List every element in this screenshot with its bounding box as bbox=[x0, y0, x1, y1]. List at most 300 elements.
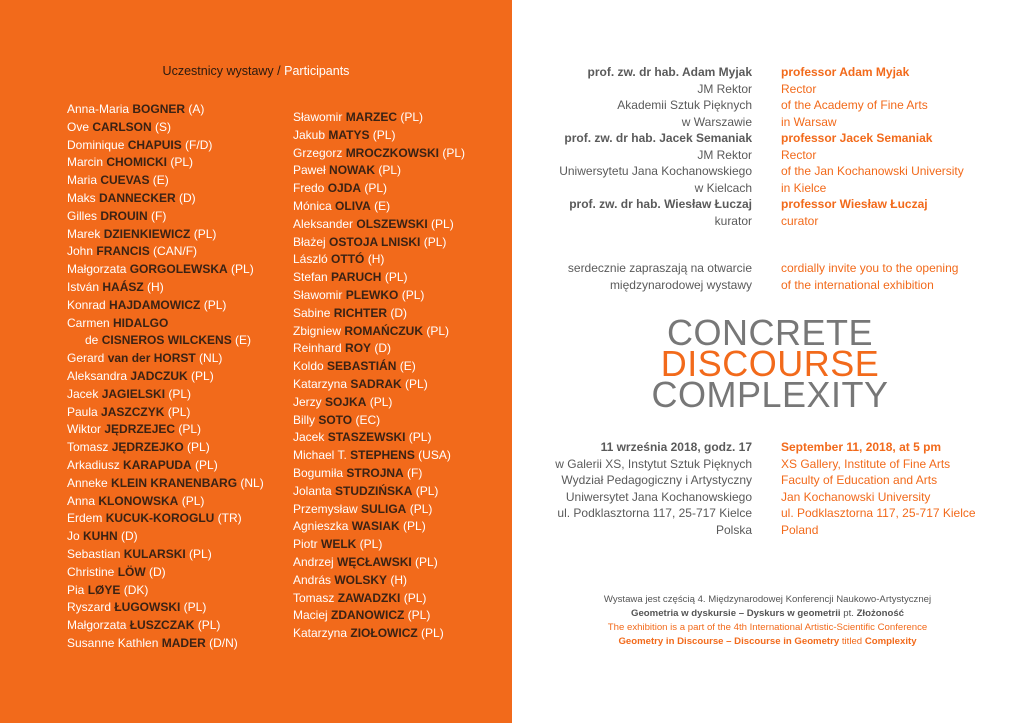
host-line: Uniwersytetu Jana Kochanowskiego bbox=[559, 164, 752, 178]
participant-country: (H) bbox=[364, 252, 385, 267]
participant-first-name: Katarzyna bbox=[293, 626, 351, 641]
participant-first-name: Małgorzata bbox=[67, 262, 130, 277]
participant-row bbox=[293, 447, 465, 465]
participant-last-name: PLEWKO bbox=[345, 287, 399, 302]
participant-row bbox=[293, 109, 465, 127]
host-line: Rector bbox=[781, 81, 817, 96]
participant-country: (E) bbox=[149, 173, 169, 188]
invite-line: międzynarodowej wystawy bbox=[609, 277, 752, 292]
participant-country: (EC) bbox=[352, 412, 381, 427]
participant-last-name: MATYS bbox=[328, 127, 370, 142]
participant-last-name: SEBASTIÁN bbox=[327, 359, 397, 374]
participant-first-name: Agnieszka bbox=[293, 519, 352, 534]
participant-row bbox=[293, 127, 465, 145]
participant-country: (PL) bbox=[427, 216, 454, 231]
participant-country: (PL) bbox=[405, 430, 432, 445]
participant-country: (F) bbox=[403, 465, 423, 480]
participant-last-name: ŁUGOWSKI bbox=[114, 600, 181, 615]
participant-row bbox=[293, 162, 465, 180]
venue-line: Jan Kochanowski University bbox=[781, 489, 931, 504]
host-line: prof. zw. dr hab. Jacek Semaniak bbox=[564, 131, 752, 145]
participant-country: (A) bbox=[185, 102, 205, 116]
participant-row bbox=[67, 564, 264, 582]
participant-country: (PL) bbox=[381, 270, 408, 285]
participant-last-name: ZDANOWICZ bbox=[331, 608, 405, 623]
participant-first-name: Sławomir bbox=[293, 287, 346, 302]
participant-last-name: STEPHENS bbox=[350, 448, 415, 463]
participant-country: (PL) bbox=[397, 110, 424, 124]
participant-row bbox=[293, 607, 465, 625]
venue-line: Poland bbox=[781, 522, 819, 537]
host-line: professor Wiesław Łuczaj bbox=[781, 197, 928, 211]
participant-last-name: MADER bbox=[161, 635, 206, 650]
venue-line: Polska bbox=[715, 522, 752, 537]
participant-first-name: Pia bbox=[67, 582, 88, 597]
host-line: in Warsaw bbox=[781, 114, 837, 129]
participant-first-name: Reinhard bbox=[293, 341, 346, 356]
participant-first-name: Susanne Kathlen bbox=[67, 635, 162, 650]
participant-row bbox=[293, 234, 465, 252]
participant-row bbox=[293, 536, 465, 554]
participant-first-name: Erdem bbox=[67, 511, 106, 526]
participant-country: (PL) bbox=[164, 404, 191, 419]
participant-last-name: DROUIN bbox=[100, 208, 148, 223]
venue-line: Wydział Pedagogiczny i Artystyczny bbox=[561, 473, 752, 487]
participant-row bbox=[67, 582, 264, 600]
participant-row bbox=[293, 590, 465, 608]
participant-country: (PL) bbox=[185, 546, 212, 561]
participant-first-name: Andrzej bbox=[293, 554, 338, 569]
participant-first-name: Maks bbox=[67, 190, 100, 205]
participant-last-name: KLONOWSKA bbox=[98, 493, 179, 508]
participant-country: (PL) bbox=[411, 554, 438, 569]
participant-last-name: HAÁSZ bbox=[102, 279, 144, 294]
participant-first-name: Anna bbox=[67, 493, 99, 508]
invite-line: cordially invite you to the opening bbox=[781, 261, 959, 275]
participant-first-name: Paweł bbox=[293, 163, 330, 178]
participant-row bbox=[67, 475, 264, 493]
participant-country: (PL) bbox=[178, 493, 205, 508]
participant-row bbox=[293, 216, 465, 234]
participant-last-name: RICHTER bbox=[333, 305, 388, 320]
participant-first-name: Maria bbox=[67, 173, 101, 188]
participant-country: (E) bbox=[370, 198, 391, 213]
participant-row bbox=[293, 465, 465, 483]
participant-row bbox=[293, 269, 465, 287]
participant-row bbox=[67, 599, 264, 617]
participant-row bbox=[67, 226, 264, 244]
participant-row bbox=[67, 119, 264, 137]
participant-last-name: WASIAK bbox=[351, 519, 400, 534]
participant-row bbox=[293, 358, 465, 376]
participant-row bbox=[67, 350, 264, 368]
participant-country: (PL) bbox=[165, 386, 192, 401]
participant-first-name: Grzegorz bbox=[293, 145, 346, 160]
participant-row bbox=[67, 457, 264, 475]
footer-pl-line2 bbox=[512, 607, 1023, 621]
participant-country: (PL) bbox=[167, 155, 194, 170]
participant-country: (PL) bbox=[227, 262, 254, 277]
participant-row bbox=[67, 190, 264, 208]
participant-last-name: CISNEROS WILCKENS bbox=[101, 333, 232, 348]
participant-first-name: Sebastian bbox=[67, 546, 124, 561]
participant-row bbox=[293, 340, 465, 358]
participant-first-name: András bbox=[293, 572, 335, 587]
participant-row bbox=[67, 386, 264, 404]
participant-last-name: SULIGA bbox=[361, 501, 407, 516]
host-line: of the Jan Kochanowski University bbox=[781, 164, 964, 178]
participant-last-name: JĘDRZEJKO bbox=[111, 440, 184, 455]
participant-country: (D) bbox=[387, 305, 408, 320]
participant-first-name: Jerzy bbox=[293, 394, 326, 409]
participant-row bbox=[293, 625, 465, 643]
participant-last-name: OLIVA bbox=[335, 198, 371, 213]
participant-country: (S) bbox=[151, 119, 172, 134]
participant-first-name: Konrad bbox=[67, 297, 110, 312]
participant-last-name: ROY bbox=[345, 341, 372, 356]
participant-row bbox=[67, 332, 264, 350]
participant-first-name: Małgorzata bbox=[67, 618, 130, 633]
participant-country: (D) bbox=[175, 190, 196, 205]
participant-country: (NL) bbox=[195, 351, 223, 366]
participant-country: (PL) bbox=[399, 519, 426, 534]
participant-country: (PL) bbox=[404, 608, 431, 623]
participant-last-name: CUEVAS bbox=[100, 173, 150, 188]
participant-first-name: Jolanta bbox=[293, 483, 336, 498]
participant-row bbox=[293, 251, 465, 269]
venue-line: September 11, 2018, at 5 pm bbox=[781, 440, 942, 454]
participant-country: (F) bbox=[147, 208, 167, 223]
participant-first-name: Christine bbox=[67, 564, 118, 579]
participant-country: (PL) bbox=[369, 127, 396, 142]
title-concrete: CONCRETE bbox=[666, 312, 873, 353]
participant-row bbox=[293, 323, 465, 341]
participant-row bbox=[67, 137, 264, 155]
participant-last-name: WĘCŁAWSKI bbox=[337, 554, 412, 569]
participant-row bbox=[293, 287, 465, 305]
host-line: prof. zw. dr hab. Adam Myjak bbox=[587, 65, 752, 79]
participant-row bbox=[293, 483, 465, 501]
participant-row bbox=[293, 305, 465, 323]
participant-row bbox=[67, 493, 264, 511]
participant-row bbox=[293, 394, 465, 412]
participant-first-name: Przemysław bbox=[293, 501, 362, 516]
venue-line: Faculty of Education and Arts bbox=[781, 473, 938, 487]
participant-country: (D/N) bbox=[205, 635, 238, 650]
participant-row bbox=[67, 439, 264, 457]
participant-last-name: JĘDRZEJEC bbox=[104, 422, 176, 437]
participant-last-name: FRANCIS bbox=[96, 244, 150, 259]
participant-first-name: Maciej bbox=[293, 608, 332, 623]
participant-first-name: Jakub bbox=[293, 127, 329, 142]
participant-country: (CAN/F) bbox=[149, 244, 198, 259]
participant-country: (NL) bbox=[237, 475, 264, 490]
host-line: professor Jacek Semaniak bbox=[781, 131, 933, 145]
participant-last-name: SOTO bbox=[318, 412, 353, 427]
participant-last-name: STUDZIŃSKA bbox=[335, 483, 413, 498]
invite-pl bbox=[568, 260, 752, 293]
participants-heading-pl: Uczestnicy wystawy / bbox=[162, 64, 281, 78]
participant-last-name: DANNECKER bbox=[99, 190, 176, 205]
participant-row bbox=[67, 154, 264, 172]
participant-row bbox=[67, 421, 264, 439]
participant-last-name: van der HORST bbox=[107, 351, 196, 366]
participant-first-name: Jacek bbox=[293, 430, 328, 445]
participant-last-name: CHAPUIS bbox=[127, 137, 182, 152]
footer-en-line1: The exhibition is a part of the 4th International Artistic-Scientific Conference bbox=[607, 622, 928, 633]
host-line: prof. zw. dr hab. Wiesław Łuczaj bbox=[569, 197, 752, 211]
participant-country: (PL) bbox=[356, 537, 383, 552]
participant-first-name: John bbox=[67, 244, 97, 259]
venue-line: ul. Podklasztorna 117, 25-717 Kielce bbox=[557, 506, 752, 520]
participant-last-name: KUHN bbox=[83, 529, 118, 544]
participant-first-name: Jo bbox=[67, 529, 84, 544]
participant-country: (PL) bbox=[180, 600, 207, 615]
participant-last-name: ZAWADZKI bbox=[337, 590, 401, 605]
participant-country: (PL) bbox=[375, 163, 402, 178]
participant-first-name: Gerard bbox=[67, 351, 108, 366]
venue-line: ul. Podklasztorna 117, 25-717 Kielce bbox=[781, 506, 976, 520]
participant-first-name: Arkadiusz bbox=[67, 457, 124, 472]
footer-note bbox=[512, 593, 1023, 649]
participant-country: (PL) bbox=[190, 226, 217, 241]
participant-last-name: SOJKA bbox=[325, 394, 367, 409]
venue-line: Uniwersytet Jana Kochanowskiego bbox=[565, 489, 752, 504]
host-line: professor Adam Myjak bbox=[781, 65, 910, 79]
participant-country: (PL) bbox=[183, 440, 210, 455]
participant-last-name: NOWAK bbox=[329, 163, 376, 178]
venue-line: w Galerii XS, Instytut Sztuk Pięknych bbox=[555, 456, 752, 471]
participant-row bbox=[293, 412, 465, 430]
host-line: Rector bbox=[781, 147, 817, 162]
participant-first-name: Fredo bbox=[293, 181, 328, 196]
participant-last-name: SADRAK bbox=[350, 376, 402, 391]
participants-heading bbox=[0, 64, 512, 78]
participant-country: (PL) bbox=[439, 145, 466, 160]
participant-first-name: Tomasz bbox=[293, 590, 338, 605]
venue-line: XS Gallery, Institute of Fine Arts bbox=[781, 456, 951, 471]
participant-row bbox=[293, 518, 465, 536]
participant-first-name: Anneke bbox=[67, 475, 112, 490]
participant-last-name: CARLSON bbox=[92, 119, 152, 134]
host-line: w Warszawie bbox=[681, 114, 752, 129]
participant-first-name: Billy bbox=[293, 412, 319, 427]
participant-last-name: HIDALGO bbox=[113, 315, 169, 330]
participant-last-name: ROMAŃCZUK bbox=[344, 323, 424, 338]
participant-country: (PL) bbox=[406, 501, 433, 516]
participant-last-name: JASZCZYK bbox=[101, 404, 165, 419]
participant-last-name: OJDA bbox=[327, 181, 362, 196]
participant-first-name: László bbox=[293, 252, 332, 267]
participant-last-name: KLEIN KRANENBARG bbox=[111, 475, 238, 490]
participant-first-name: Wiktor bbox=[67, 422, 105, 437]
participant-country: (F/D) bbox=[181, 137, 213, 152]
participant-country: (DK) bbox=[120, 582, 149, 597]
participant-row bbox=[67, 510, 264, 528]
participant-country: (H) bbox=[143, 279, 164, 294]
participant-first-name: Bogumiła bbox=[293, 465, 347, 480]
participant-last-name: STASZEWSKI bbox=[327, 430, 406, 445]
participant-row bbox=[67, 297, 264, 315]
participant-last-name: BOGNER bbox=[132, 102, 186, 116]
host-line: JM Rektor bbox=[697, 147, 752, 162]
participant-first-name: Mónica bbox=[293, 198, 336, 213]
participant-row bbox=[293, 145, 465, 163]
participant-last-name: OLSZEWSKI bbox=[356, 216, 428, 231]
participant-last-name: KARAPUDA bbox=[123, 457, 192, 472]
participant-last-name: LØYE bbox=[87, 582, 121, 597]
participant-country: (H) bbox=[387, 572, 408, 587]
participant-row bbox=[67, 208, 264, 226]
participant-last-name: OSTOJA LNISKI bbox=[329, 234, 421, 249]
participant-first-name: Ryszard bbox=[67, 600, 115, 615]
participant-first-name: Marek bbox=[67, 226, 104, 241]
footer-en-conf-title: Geometry in Discourse – Discourse in Geometry bbox=[618, 636, 840, 647]
participant-first-name: Gilles bbox=[67, 208, 101, 223]
participant-first-name: Carmen bbox=[67, 315, 114, 330]
participant-country: (D) bbox=[145, 564, 166, 579]
participant-first-name: Stefan bbox=[293, 270, 332, 285]
participant-last-name: LÖW bbox=[117, 564, 146, 579]
participant-country: (PL) bbox=[175, 422, 202, 437]
participant-country: (PL) bbox=[412, 483, 439, 498]
participant-country: (PL) bbox=[400, 590, 427, 605]
participant-country: (PL) bbox=[361, 181, 388, 196]
participant-row bbox=[67, 279, 264, 297]
participant-row bbox=[67, 617, 264, 635]
participant-country: (E) bbox=[396, 359, 416, 374]
participant-last-name: CHOMICKI bbox=[106, 155, 168, 170]
participant-last-name: WELK bbox=[321, 537, 357, 552]
participant-country: (PL) bbox=[401, 376, 428, 391]
participant-last-name: WOLSKY bbox=[334, 572, 388, 587]
participant-row bbox=[293, 376, 465, 394]
participant-country: (D) bbox=[371, 341, 392, 356]
participant-first-name: Katarzyna bbox=[293, 376, 351, 391]
participant-country: (PL) bbox=[398, 287, 425, 302]
participant-country: (PL) bbox=[423, 323, 450, 338]
participant-country: (PL) bbox=[420, 234, 447, 249]
participant-row bbox=[293, 429, 465, 447]
participant-last-name: ŁUSZCZAK bbox=[129, 618, 195, 633]
participant-country: (PL) bbox=[366, 394, 393, 409]
participants-heading-en: Participants bbox=[284, 64, 350, 78]
participant-first-name: Błażej bbox=[293, 234, 330, 249]
footer-pl-line1: Wystawa jest częścią 4. Międzynarodowej Konferencji Naukowo-Artystycznej bbox=[603, 594, 932, 605]
participant-last-name: GORGOLEWSKA bbox=[129, 262, 228, 277]
hosts-pl bbox=[559, 64, 752, 229]
participant-last-name: STROJNA bbox=[346, 465, 404, 480]
participant-last-name: HAJDAMOWICZ bbox=[109, 297, 201, 312]
participant-last-name: JADCZUK bbox=[130, 368, 188, 383]
participant-first-name: Zbigniew bbox=[293, 323, 345, 338]
participant-first-name: Anna-Maria bbox=[67, 102, 133, 116]
footer-en-mid: titled bbox=[839, 636, 865, 647]
participant-first-name: de bbox=[85, 333, 102, 348]
participant-first-name: Michael T. bbox=[293, 448, 351, 463]
participant-first-name: Sabine bbox=[293, 305, 334, 320]
participant-first-name: Aleksandra bbox=[67, 368, 131, 383]
participant-row bbox=[293, 198, 465, 216]
participant-last-name: MARZEC bbox=[345, 110, 398, 124]
participants-column-1 bbox=[67, 101, 264, 653]
participant-country: (USA) bbox=[414, 448, 451, 463]
host-line: w Kielcach bbox=[694, 180, 752, 195]
participant-row bbox=[67, 243, 264, 261]
participant-first-name: Marcin bbox=[67, 155, 107, 170]
participant-first-name: Sławomir bbox=[293, 110, 346, 124]
participant-country: (PL) bbox=[200, 297, 227, 312]
participant-row bbox=[293, 180, 465, 198]
participant-first-name: Dominique bbox=[67, 137, 128, 152]
participant-last-name: ZIOŁOWICZ bbox=[350, 626, 418, 641]
invite-line: serdecznie zapraszają na otwarcie bbox=[567, 261, 752, 275]
participant-row bbox=[67, 101, 264, 119]
venue-line: 11 września 2018, godz. 17 bbox=[600, 440, 752, 454]
footer-pl-conf-title: Geometria w dyskursie – Dyskurs w geometrii bbox=[631, 608, 841, 619]
footer-en-line2 bbox=[512, 635, 1023, 649]
participant-country: (PL) bbox=[187, 368, 214, 383]
invite-line: of the international exhibition bbox=[781, 277, 934, 292]
participant-row bbox=[67, 546, 264, 564]
participant-row bbox=[293, 554, 465, 572]
participant-country: (PL) bbox=[194, 618, 221, 633]
host-line: curator bbox=[781, 213, 819, 228]
participant-row bbox=[67, 368, 264, 386]
participant-row bbox=[67, 261, 264, 279]
footer-pl-mid: pt. bbox=[840, 608, 857, 619]
participant-row bbox=[67, 528, 264, 546]
participant-last-name: OTTÓ bbox=[331, 252, 365, 267]
host-line: in Kielce bbox=[781, 180, 827, 195]
participant-first-name: Ove bbox=[67, 119, 93, 134]
participant-country: (PL) bbox=[191, 457, 218, 472]
participants-column-2 bbox=[293, 109, 465, 643]
footer-en-subtitle: Complexity bbox=[864, 636, 917, 647]
participant-last-name: MROCZKOWSKI bbox=[345, 145, 440, 160]
participant-country: (E) bbox=[231, 333, 252, 348]
participant-row bbox=[67, 315, 264, 333]
participant-first-name: Piotr bbox=[293, 537, 322, 552]
participant-first-name: Paula bbox=[67, 404, 102, 419]
participant-last-name: JAGIELSKI bbox=[101, 386, 166, 401]
participant-last-name: PARUCH bbox=[331, 270, 382, 285]
participant-last-name: DZIENKIEWICZ bbox=[103, 226, 191, 241]
title-complexity: COMPLEXITY bbox=[651, 374, 889, 415]
hosts-en bbox=[781, 64, 964, 229]
title-discourse: DISCOURSE bbox=[660, 343, 880, 384]
participant-row bbox=[67, 404, 264, 422]
host-line: kurator bbox=[714, 213, 752, 228]
participant-row bbox=[67, 635, 264, 653]
host-line: of the Academy of Fine Arts bbox=[781, 98, 928, 112]
host-line: Akademii Sztuk Pięknych bbox=[617, 98, 752, 112]
participant-last-name: KULARSKI bbox=[123, 546, 186, 561]
footer-pl-subtitle: Złożoność bbox=[856, 608, 904, 619]
venue-en bbox=[781, 439, 976, 538]
invite-en bbox=[781, 260, 958, 293]
participant-country: (D) bbox=[117, 529, 138, 544]
venue-pl bbox=[555, 439, 752, 538]
participant-first-name: Tomasz bbox=[67, 440, 112, 455]
host-line: JM Rektor bbox=[697, 81, 752, 96]
participant-row bbox=[293, 501, 465, 519]
participant-first-name: Jacek bbox=[67, 386, 102, 401]
participant-first-name: Koldo bbox=[293, 359, 328, 374]
participant-row bbox=[67, 172, 264, 190]
participant-last-name: KUCUK-KOROGLU bbox=[105, 511, 215, 526]
participant-row bbox=[293, 572, 465, 590]
